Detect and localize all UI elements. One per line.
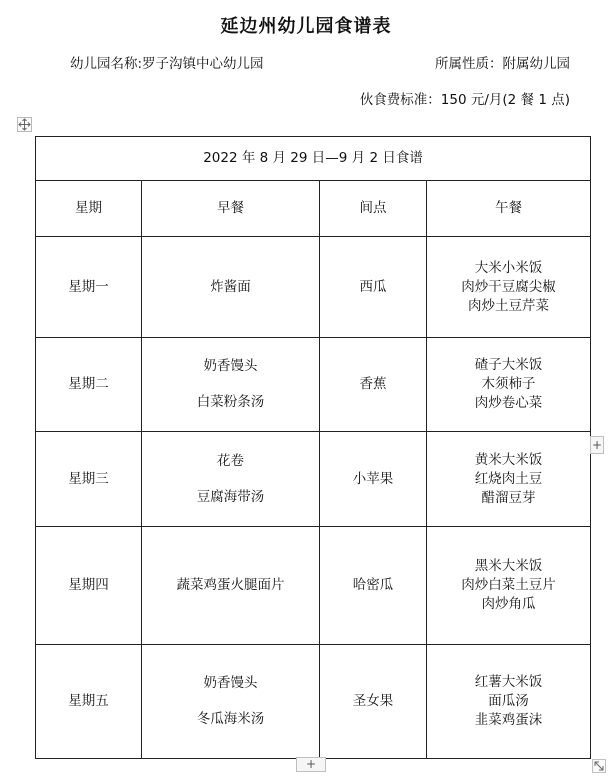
breakfast-item: 冬瓜海米汤: [196, 711, 265, 727]
table-move-handle[interactable]: [17, 117, 32, 132]
resize-icon: [593, 760, 605, 772]
header-snack[interactable]: 间点: [320, 181, 427, 237]
snack-cell[interactable]: 西瓜: [320, 237, 427, 338]
day-cell[interactable]: 星期四: [36, 527, 142, 645]
breakfast-item: 白菜粉条汤: [196, 394, 265, 410]
lunch-cell[interactable]: [427, 237, 591, 338]
breakfast-cell[interactable]: [142, 645, 320, 759]
lunch-cell[interactable]: [427, 645, 591, 759]
breakfast-cell[interactable]: [142, 237, 320, 338]
lunch-item: 肉炒土豆芹菜: [468, 297, 549, 314]
breakfast-item: 奶香馒头: [203, 358, 258, 374]
meal-fee-standard: 伙食费标准：150 元/月(2 餐 1 点): [359, 92, 570, 108]
day-cell[interactable]: 星期五: [36, 645, 142, 759]
table-row: [36, 432, 591, 527]
table-row: [36, 338, 591, 432]
lunch-item: 肉炒干豆腐尖椒: [461, 278, 556, 295]
lunch-item: 面瓜汤: [488, 693, 529, 709]
lunch-item: 大米小米饭: [474, 259, 543, 276]
lunch-item: 肉炒卷心菜: [474, 395, 543, 411]
lunch-item: 碴子大米饭: [474, 357, 543, 373]
column-header-row: [36, 181, 591, 237]
table-row: [36, 645, 591, 759]
move-icon: [18, 118, 31, 131]
add-column-button[interactable]: +: [591, 438, 603, 452]
lunch-item: 黄米大米饭: [474, 451, 543, 468]
breakfast-item: 炸酱面: [210, 278, 251, 295]
breakfast-item: 豆腐海带汤: [196, 488, 265, 505]
day-cell[interactable]: 星期三: [36, 432, 142, 527]
snack-cell[interactable]: 圣女果: [320, 645, 427, 759]
lunch-item: 肉炒白菜土豆片: [461, 577, 556, 593]
header-breakfast[interactable]: 早餐: [142, 181, 320, 237]
breakfast-cell[interactable]: [142, 432, 320, 527]
document-title: 延边州幼儿园食谱表: [220, 16, 392, 37]
breakfast-item: 奶香馒头: [203, 675, 258, 691]
breakfast-cell[interactable]: [142, 338, 320, 432]
day-cell[interactable]: 星期二: [36, 338, 142, 432]
snack-cell[interactable]: 小苹果: [320, 432, 427, 527]
week-title[interactable]: 2022 年 8 月 29 日—9 月 2 日食谱: [36, 137, 591, 181]
lunch-item: 木须柿子: [481, 376, 536, 392]
snack-cell[interactable]: 香蕉: [320, 338, 427, 432]
kindergarten-name: 幼儿园名称:罗子沟镇中心幼儿园: [70, 56, 264, 72]
lunch-item: 肉炒角瓜: [481, 596, 536, 612]
menu-table: [35, 136, 591, 759]
lunch-item: 黑米大米饭: [474, 558, 543, 574]
lunch-item: 红薯大米饭: [474, 674, 543, 690]
kindergarten-type: 所属性质：附属幼儿园: [435, 56, 570, 72]
lunch-item: 醋溜豆芽: [481, 489, 536, 506]
lunch-cell[interactable]: [427, 527, 591, 645]
header-lunch[interactable]: 午餐: [427, 181, 591, 237]
table-row: [36, 527, 591, 645]
snack-cell[interactable]: 哈密瓜: [320, 527, 427, 645]
lunch-cell[interactable]: [427, 432, 591, 527]
table-resize-handle[interactable]: [592, 759, 606, 773]
add-row-button[interactable]: +: [296, 757, 326, 772]
header-day[interactable]: 星期: [36, 181, 142, 237]
week-title-row: [36, 137, 591, 181]
breakfast-item: 蔬菜鸡蛋火腿面片: [176, 577, 285, 593]
lunch-item: 韭菜鸡蛋沫: [474, 712, 543, 728]
lunch-cell[interactable]: [427, 338, 591, 432]
lunch-item: 红烧肉土豆: [474, 470, 543, 487]
day-cell[interactable]: 星期一: [36, 237, 142, 338]
breakfast-item: 花卷: [217, 452, 244, 469]
breakfast-cell[interactable]: [142, 527, 320, 645]
table-row: [36, 237, 591, 338]
